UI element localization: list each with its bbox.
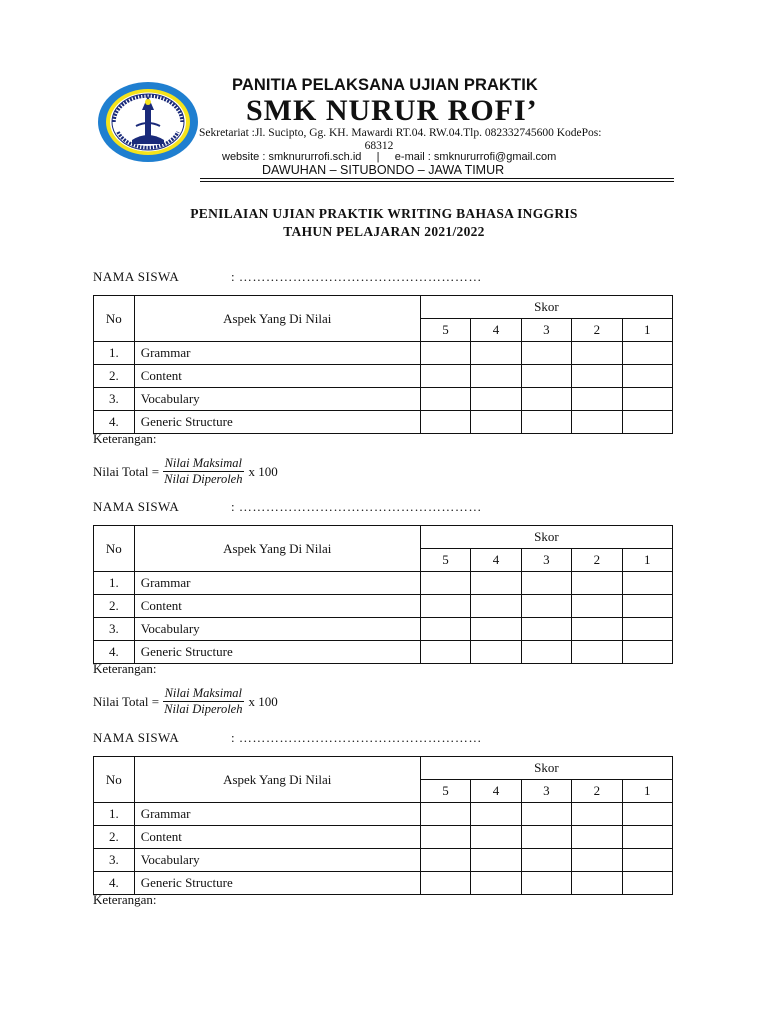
score-cell[interactable] <box>572 618 622 641</box>
table-row <box>94 872 673 895</box>
score-header: 2 <box>572 549 622 572</box>
formula-fraction <box>162 686 244 717</box>
row-no: 1. <box>94 572 135 595</box>
score-cell[interactable] <box>420 411 470 434</box>
row-aspek: Content <box>134 595 420 618</box>
score-cell[interactable] <box>521 572 571 595</box>
score-cell[interactable] <box>572 411 622 434</box>
school-logo <box>96 80 200 164</box>
table-row <box>94 365 673 388</box>
row-no: 1. <box>94 342 135 365</box>
score-cell[interactable] <box>471 618 521 641</box>
row-aspek: Vocabulary <box>134 618 420 641</box>
score-cell[interactable] <box>622 342 672 365</box>
row-no: 1. <box>94 803 135 826</box>
student-name-line <box>93 499 673 517</box>
score-header: 3 <box>521 319 571 342</box>
score-cell[interactable] <box>622 365 672 388</box>
score-cell[interactable] <box>521 803 571 826</box>
score-cell[interactable] <box>572 595 622 618</box>
table-row <box>94 342 673 365</box>
student-name-label: NAMA SISWA <box>93 499 180 514</box>
score-cell[interactable] <box>622 572 672 595</box>
score-cell[interactable] <box>420 572 470 595</box>
header-no: No <box>94 526 135 572</box>
formula-numerator: Nilai Maksimal <box>164 686 243 700</box>
table-row <box>94 572 673 595</box>
score-cell[interactable] <box>572 641 622 664</box>
score-header: 3 <box>521 549 571 572</box>
score-cell[interactable] <box>622 803 672 826</box>
header-aspek: Aspek Yang Di Nilai <box>134 526 420 572</box>
row-no: 2. <box>94 365 135 388</box>
row-aspek: Grammar <box>134 572 420 595</box>
table-row <box>94 388 673 411</box>
score-table <box>93 756 673 895</box>
formula-denominator: Nilai Diperoleh <box>164 702 243 716</box>
keterangan-label: Keterangan: <box>93 431 157 446</box>
score-cell[interactable] <box>521 849 571 872</box>
address-line-2: 68312 <box>364 140 394 152</box>
table-row <box>94 849 673 872</box>
score-cell[interactable] <box>471 572 521 595</box>
row-aspek: Grammar <box>134 342 420 365</box>
score-header: 4 <box>471 319 521 342</box>
school-address <box>199 127 669 153</box>
score-cell[interactable] <box>622 641 672 664</box>
assessment-section-3 <box>93 730 673 907</box>
keterangan-label: Keterangan: <box>93 892 157 907</box>
score-cell[interactable] <box>521 411 571 434</box>
school-city: DAWUHAN – SITUBONDO – JAWA TIMUR <box>262 163 505 177</box>
score-cell[interactable] <box>572 826 622 849</box>
formula-fraction <box>162 456 244 487</box>
header-no: No <box>94 296 135 342</box>
score-cell[interactable] <box>521 595 571 618</box>
row-no: 3. <box>94 849 135 872</box>
row-aspek: Grammar <box>134 803 420 826</box>
score-cell[interactable] <box>572 849 622 872</box>
score-cell[interactable] <box>420 641 470 664</box>
score-cell[interactable] <box>572 872 622 895</box>
score-cell[interactable] <box>420 618 470 641</box>
score-header: 1 <box>622 549 672 572</box>
score-cell[interactable] <box>521 872 571 895</box>
score-cell[interactable] <box>471 826 521 849</box>
score-cell[interactable] <box>521 342 571 365</box>
score-table <box>93 525 673 664</box>
header-no: No <box>94 757 135 803</box>
row-aspek: Generic Structure <box>134 641 420 664</box>
student-name-field[interactable]: : ……………………………………………… <box>231 269 482 284</box>
row-aspek: Generic Structure <box>134 411 420 434</box>
student-name-line <box>93 730 673 748</box>
score-header: 5 <box>420 319 470 342</box>
website-email-line: website : smknururrofi.sch.id | e-mail : smknururrofi@gmail.com <box>222 151 557 163</box>
assessment-section-2 <box>93 499 673 716</box>
score-cell[interactable] <box>420 365 470 388</box>
score-header: 5 <box>420 549 470 572</box>
score-cell[interactable] <box>622 618 672 641</box>
score-header: 2 <box>572 319 622 342</box>
score-cell[interactable] <box>572 365 622 388</box>
row-no: 3. <box>94 618 135 641</box>
score-cell[interactable] <box>471 641 521 664</box>
score-cell[interactable] <box>420 342 470 365</box>
score-cell[interactable] <box>521 826 571 849</box>
header-skor: Skor <box>420 757 672 780</box>
score-cell[interactable] <box>471 595 521 618</box>
row-aspek: Content <box>134 826 420 849</box>
student-name-line <box>93 269 673 287</box>
header-rule <box>200 178 674 179</box>
score-cell[interactable] <box>471 342 521 365</box>
score-header: 1 <box>622 780 672 803</box>
score-cell[interactable] <box>572 342 622 365</box>
document-subtitle: TAHUN PELAJARAN 2021/2022 <box>283 224 485 239</box>
score-cell[interactable] <box>622 849 672 872</box>
row-no: 4. <box>94 872 135 895</box>
formula-numerator: Nilai Maksimal <box>164 456 243 470</box>
score-header: 4 <box>471 780 521 803</box>
student-name-field[interactable]: : ……………………………………………… <box>231 730 482 745</box>
row-no: 4. <box>94 641 135 664</box>
table-row <box>94 595 673 618</box>
formula-lhs: Nilai Total = <box>93 463 160 479</box>
formula-lhs: Nilai Total = <box>93 693 160 709</box>
score-header: 1 <box>622 319 672 342</box>
score-header: 5 <box>420 780 470 803</box>
header-skor: Skor <box>420 296 672 319</box>
row-no: 2. <box>94 826 135 849</box>
keterangan-label: Keterangan: <box>93 661 157 676</box>
score-cell[interactable] <box>622 595 672 618</box>
address-line-1: Sekretariat :Jl. Sucipto, Gg. KH. Mawardi RT.04. RW.04.Tlp. 082332745600 KodePos: <box>199 127 602 139</box>
row-aspek: Vocabulary <box>134 388 420 411</box>
score-cell[interactable] <box>471 411 521 434</box>
header-aspek: Aspek Yang Di Nilai <box>134 757 420 803</box>
committee-heading: PANITIA PELAKSANA UJIAN PRAKTIK <box>232 76 538 94</box>
score-cell[interactable] <box>622 826 672 849</box>
score-cell[interactable] <box>471 849 521 872</box>
formula-rhs: x 100 <box>248 693 278 709</box>
score-cell[interactable] <box>622 411 672 434</box>
score-cell[interactable] <box>572 803 622 826</box>
table-row <box>94 641 673 664</box>
table-row <box>94 826 673 849</box>
row-no: 2. <box>94 595 135 618</box>
student-name-field[interactable]: : ……………………………………………… <box>231 499 482 514</box>
header-rule-thin <box>200 181 674 182</box>
score-cell[interactable] <box>420 872 470 895</box>
header-skor: Skor <box>420 526 672 549</box>
nilai-total-formula <box>93 686 278 717</box>
formula-denominator: Nilai Diperoleh <box>164 472 243 486</box>
document-title: PENILAIAN UJIAN PRAKTIK WRITING BAHASA INGGRIS <box>190 206 578 221</box>
score-cell[interactable] <box>521 618 571 641</box>
score-cell[interactable] <box>471 388 521 411</box>
school-name: SMK NURUR ROFI’ <box>246 94 538 127</box>
table-row <box>94 411 673 434</box>
score-cell[interactable] <box>572 572 622 595</box>
score-cell[interactable] <box>521 365 571 388</box>
table-row <box>94 618 673 641</box>
student-name-label: NAMA SISWA <box>93 269 180 284</box>
row-no: 3. <box>94 388 135 411</box>
student-name-label: NAMA SISWA <box>93 730 180 745</box>
score-cell[interactable] <box>471 803 521 826</box>
row-aspek: Vocabulary <box>134 849 420 872</box>
row-aspek: Generic Structure <box>134 872 420 895</box>
row-no: 4. <box>94 411 135 434</box>
row-aspek: Content <box>134 365 420 388</box>
score-header: 2 <box>572 780 622 803</box>
score-cell[interactable] <box>622 872 672 895</box>
formula-rhs: x 100 <box>248 463 278 479</box>
score-cell[interactable] <box>572 388 622 411</box>
score-header: 3 <box>521 780 571 803</box>
score-cell[interactable] <box>622 388 672 411</box>
score-table <box>93 295 673 434</box>
header-aspek: Aspek Yang Di Nilai <box>134 296 420 342</box>
score-cell[interactable] <box>420 849 470 872</box>
score-cell[interactable] <box>471 872 521 895</box>
score-cell[interactable] <box>521 388 571 411</box>
score-cell[interactable] <box>420 595 470 618</box>
score-cell[interactable] <box>521 641 571 664</box>
score-cell[interactable] <box>420 803 470 826</box>
score-cell[interactable] <box>420 388 470 411</box>
score-cell[interactable] <box>420 826 470 849</box>
assessment-section-1 <box>93 269 673 486</box>
table-row <box>94 803 673 826</box>
score-cell[interactable] <box>471 365 521 388</box>
nilai-total-formula <box>93 456 278 487</box>
score-header: 4 <box>471 549 521 572</box>
